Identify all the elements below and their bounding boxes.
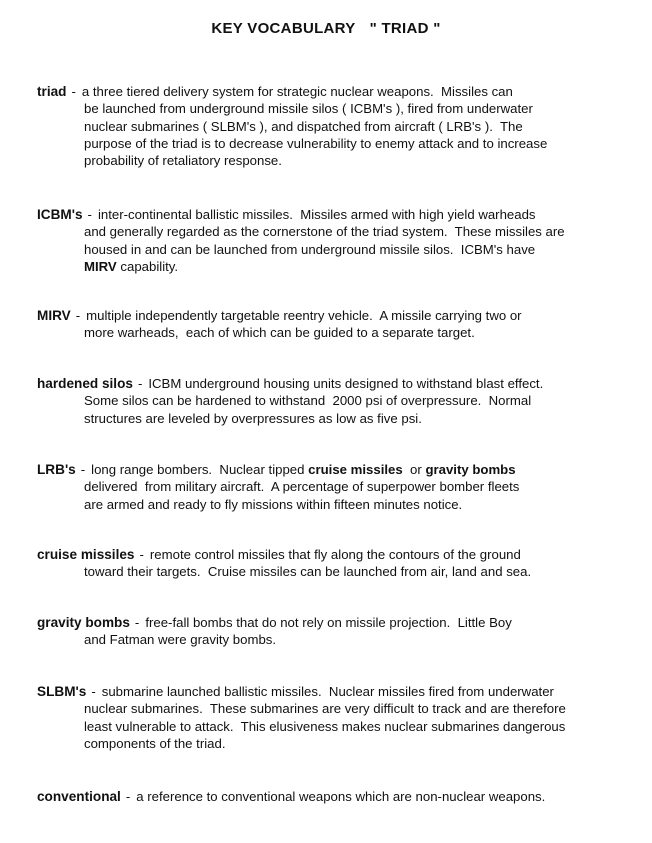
definition-text: nuclear submarines. These submarines are very difficult to track and are therefore (84, 701, 566, 717)
definition-text: and generally regarded as the cornerstone of the triad system. These missiles are (84, 224, 565, 240)
definition-line (37, 223, 627, 240)
definition-text: toward their targets. Cruise missiles can be launched from air, land and sea. (84, 564, 532, 580)
definition-text: and Fatman were gravity bombs. (84, 632, 277, 648)
vocab-entry (37, 83, 627, 169)
vocab-term: gravity bombs (37, 615, 130, 630)
term-separator: - (75, 308, 81, 323)
vocab-term: hardened silos (37, 376, 133, 391)
term-separator: - (91, 684, 96, 699)
definition-line (37, 563, 627, 580)
page-title (0, 20, 652, 37)
definition-text: ICBM underground housing units designed to withstand blast effect. (148, 376, 544, 391)
term-separator: - (71, 84, 76, 99)
definition-line (37, 375, 627, 392)
definition-text: or (402, 462, 426, 477)
definition-text: more warheads, each of which can be guided to a separate target. (84, 325, 475, 341)
vocab-term: LRB's (37, 462, 76, 477)
definition-line (37, 631, 627, 648)
bold-term: MIRV (84, 258, 117, 274)
definition-text: housed in and can be launched from underground missile silos. ICBM's have (84, 241, 536, 257)
vocab-term: conventional (37, 789, 121, 804)
vocab-entry (37, 206, 627, 275)
term-separator: - (134, 615, 140, 630)
term-separator: - (87, 207, 92, 222)
term-separator: - (125, 789, 131, 804)
definition-line (37, 135, 627, 152)
definition-text: probability of retaliatory response. (84, 153, 282, 169)
definition-line (37, 735, 627, 752)
definition-text: capability. (116, 258, 179, 274)
definition-text: Some silos can be hardened to withstand 2000 psi of overpressure. Normal (84, 393, 532, 409)
vocab-term: MIRV (37, 308, 71, 323)
definition-line (37, 100, 627, 117)
title-key-vocabulary: KEY VOCABULARY (211, 20, 356, 37)
definition-line (37, 152, 627, 169)
bold-term: gravity bombs (425, 462, 516, 477)
vocab-entry (37, 788, 627, 805)
definition-line (37, 258, 627, 275)
definition-text: least vulnerable to attack. This elusiveness makes nuclear submarines dangerous (84, 718, 566, 734)
definition-line (37, 324, 627, 341)
definition-text: structures are leveled by overpressures as low as five psi. (84, 410, 422, 426)
definition-line (37, 461, 627, 478)
definition-text: components of the triad. (84, 735, 226, 751)
definition-line (37, 683, 627, 700)
vocab-term: triad (37, 84, 67, 99)
term-separator: - (139, 547, 144, 562)
vocab-entry (37, 546, 627, 581)
vocab-entry (37, 683, 627, 752)
definition-line (37, 788, 627, 805)
definition-text: long range bombers. Nuclear tipped (91, 462, 309, 477)
term-separator: - (80, 462, 86, 477)
definition-line (37, 307, 627, 324)
definition-line (37, 241, 627, 258)
definition-text: remote control missiles that fly along the contours of the ground (149, 547, 521, 562)
definition-text: a three tiered delivery system for strategic nuclear weapons. Missiles can (81, 84, 513, 99)
definition-line (37, 392, 627, 409)
definition-text: submarine launched ballistic missiles. Nuclear missiles fired from underwater (101, 684, 554, 699)
definition-line (37, 83, 627, 100)
definition-text: nuclear submarines ( SLBM's ), and dispatched from aircraft ( LRB's ). The (84, 118, 523, 134)
definition-line (37, 478, 627, 495)
definition-text: inter-continental ballistic missiles. Missiles armed with high yield warheads (97, 207, 536, 222)
vocab-entry (37, 614, 627, 649)
definition-text: be launched from underground missile silos ( ICBM's ), fired from underwater (84, 101, 533, 117)
definition-line (37, 546, 627, 563)
title-triad: " TRIAD " (369, 20, 441, 37)
vocab-term: SLBM's (37, 684, 87, 699)
vocab-term: cruise missiles (37, 547, 135, 562)
definition-line (37, 614, 627, 631)
definition-line (37, 718, 627, 735)
definition-text: free-fall bombs that do not rely on missile projection. Little Boy (145, 615, 512, 630)
vocab-entry (37, 461, 627, 513)
definition-line (37, 700, 627, 717)
vocab-entry (37, 307, 627, 342)
definition-line (37, 206, 627, 223)
definition-line (37, 496, 627, 513)
vocab-term: ICBM's (37, 207, 83, 222)
vocab-entry (37, 375, 627, 427)
definition-text: are armed and ready to fly missions within fifteen minutes notice. (84, 496, 463, 512)
bold-term: cruise missiles (308, 462, 403, 477)
definition-text: delivered from military aircraft. A percentage of superpower bomber fleets (84, 479, 520, 495)
term-separator: - (137, 376, 143, 391)
definition-line (37, 410, 627, 427)
definition-text: purpose of the triad is to decrease vulnerability to enemy attack and to increase (84, 135, 548, 151)
definition-text: multiple independently targetable reentry vehicle. A missile carrying two or (86, 308, 522, 323)
definition-line (37, 118, 627, 135)
definition-text: a reference to conventional weapons which are non-nuclear weapons. (136, 789, 546, 804)
